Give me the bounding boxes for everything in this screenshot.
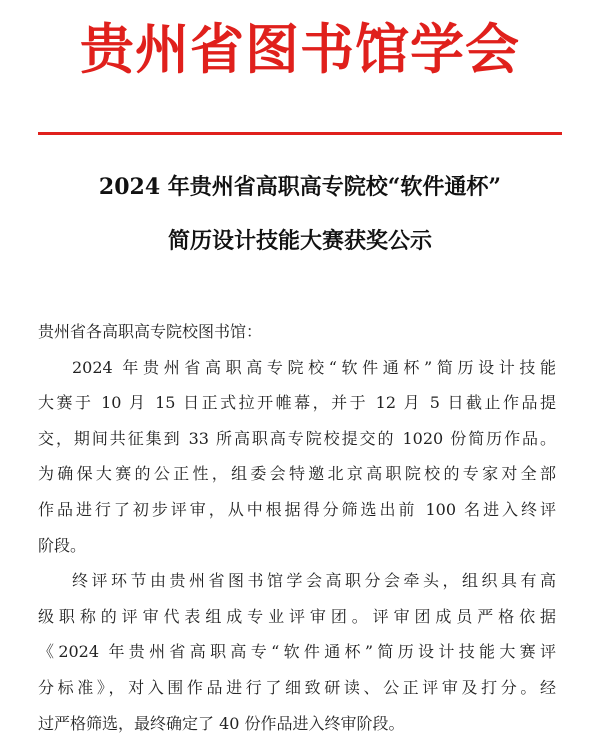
masthead-title: 贵州省图书馆学会 [80, 18, 520, 81]
paragraph-line: 级职称的评审代表组成专业评审团。评审团成员严格依据 [38, 606, 556, 626]
paragraph-line: 过严格筛选，最终确定了 40 份作品进入终审阶段。 [38, 713, 405, 733]
red-divider [38, 132, 562, 135]
document-body [38, 314, 556, 741]
paragraph-line: 2024 年贵州省高职高专院校“软件通杯”简历设计技能 [72, 357, 556, 377]
paragraph-line: 大赛于 10 月 15 日正式拉开帷幕，并于 12 月 5 日截止作品提 [38, 393, 556, 413]
paragraph-line: 为确保大赛的公正性，组委会特邀北京高职院校的专家对全部 [38, 464, 556, 484]
document-title-line-1: 2024 年贵州省高职高专院校“软件通杯” [98, 174, 502, 200]
paragraph-line: 作品进行了初步评审，从中根据得分筛选出前 100 名进入终评 [38, 499, 556, 519]
paragraph-line: 阶段。 [38, 535, 87, 555]
document-title-line-2: 简历设计技能大赛获奖公示 [167, 228, 432, 254]
paragraph-line: 《2024 年贵州省高职高专“软件通杯”简历设计技能大赛评 [38, 642, 556, 662]
salutation: 贵州省各高职高专院校图书馆： [38, 322, 263, 341]
paragraph-line: 分标准》，对入围作品进行了细致研读、公正评审及打分。经 [38, 677, 556, 697]
paragraph-line: 终评环节由贵州省图书馆学会高职分会牵头，组织具有高 [72, 571, 556, 591]
paragraph-line: 交，期间共征集到 33 所高职高专院校提交的 1020 份简历作品。 [38, 428, 556, 448]
